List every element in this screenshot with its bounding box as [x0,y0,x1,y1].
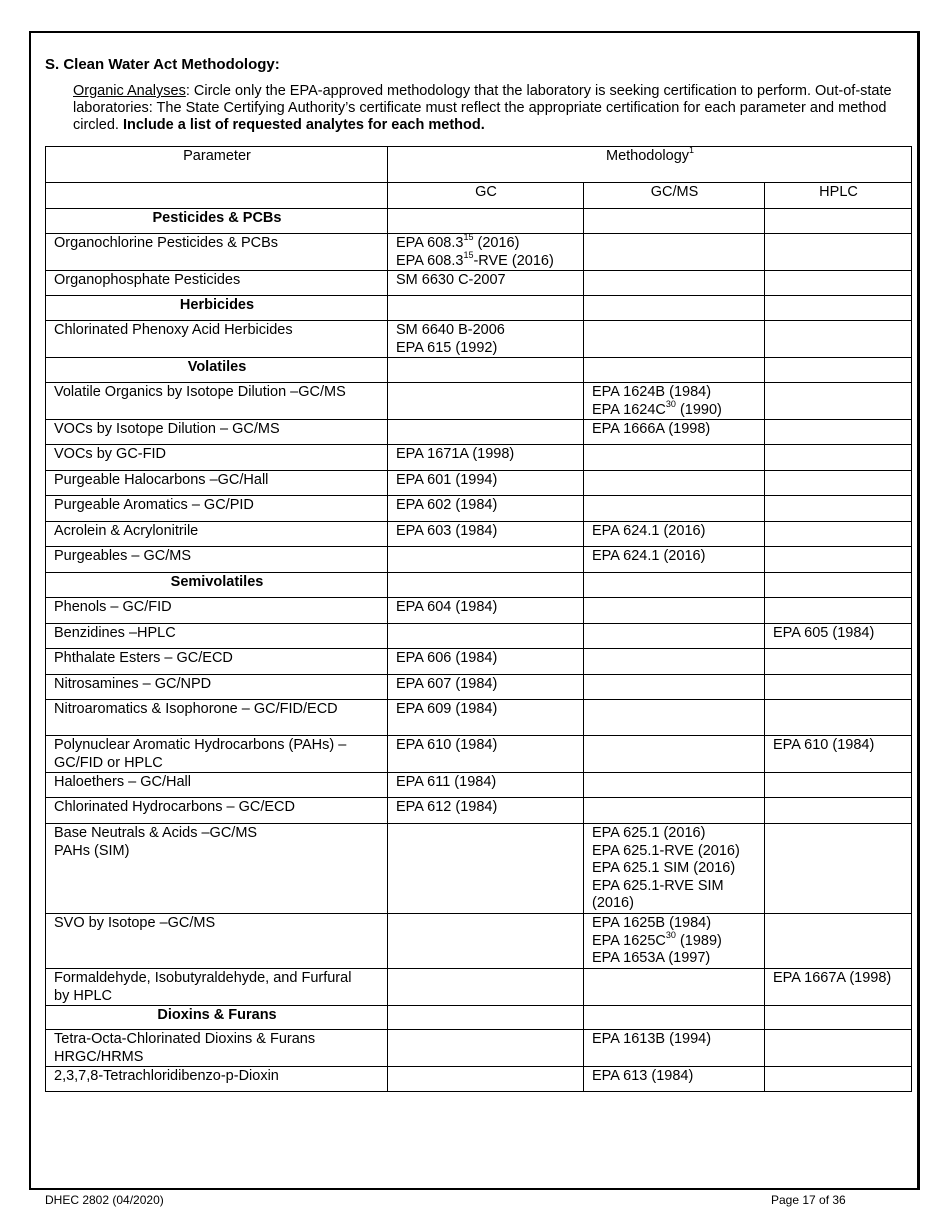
header-row-columns [46,183,912,209]
table-row [46,914,912,969]
table-row [46,824,912,914]
param-cell: Phthalate Esters – GC/ECD [46,649,388,675]
header-gc: GC [388,183,584,209]
param-cell: SVO by Isotope –GC/MS [46,914,388,969]
param-cell: Purgeable Halocarbons –GC/Hall [46,471,388,496]
table-row [46,773,912,798]
gc-cell: EPA 607 (1984) [388,675,584,700]
table-row [46,649,912,675]
header-hplc: HPLC [765,183,912,209]
gc-cell: SM 6630 C-2007 [388,271,584,296]
param-cell: Phenols – GC/FID [46,598,388,624]
category-row [46,209,912,234]
gcms-cell: EPA 624.1 (2016) [584,547,765,573]
category-row [46,296,912,321]
methodology-table [45,146,912,1092]
table-row [46,321,912,358]
table-row [46,969,912,1006]
header-parameter: Parameter [46,147,388,183]
table-row [46,736,912,773]
gcms-cell: EPA 1666A (1998) [584,420,765,445]
table-row [46,496,912,522]
intro-label: Organic Analyses [73,83,186,99]
param-cell: 2,3,7,8-Tetrachloridibenzo-p-Dioxin [46,1067,388,1092]
param-cell: Chlorinated Phenoxy Acid Herbicides [46,321,388,358]
category-herbicides: Herbicides [46,296,388,321]
table-row [46,624,912,649]
table-row [46,598,912,624]
gc-cell: EPA 606 (1984) [388,649,584,675]
header-methodology: Methodology$^1$ [388,147,912,183]
footer-page-number: Page 17 of 36 [771,1193,846,1207]
table-row [46,420,912,445]
gcms-cell: EPA 1624B (1984) EPA $1624C^{30}$ (1990) [584,383,765,420]
param-cell: Haloethers – GC/Hall [46,773,388,798]
param-cell: Volatile Organics by Isotope Dilution –GC/MS [46,383,388,420]
param-cell: Formaldehyde, Isobutyraldehyde, and Furfural by HPLC [46,969,388,1006]
gc-cell: EPA 612 (1984) [388,798,584,824]
table-row [46,1067,912,1092]
gcms-cell: EPA 1613B (1994) [584,1030,765,1067]
table-row [46,700,912,736]
category-row [46,358,912,383]
category-dioxins: Dioxins & Furans [46,1006,388,1030]
gcms-cell: EPA 624.1 (2016) [584,522,765,547]
gc-cell: EPA 602 (1984) [388,496,584,522]
gc-cell: EPA 610 (1984) [388,736,584,773]
category-semivolatiles: Semivolatiles [46,573,388,598]
param-cell: VOCs by GC-FID [46,445,388,471]
param-cell: Nitroaromatics & Isophorone – GC/FID/ECD [46,700,388,736]
gc-cell: EPA 611 (1984) [388,773,584,798]
table-row [46,471,912,496]
table-row [46,383,912,420]
hplc-cell: EPA 1667A (1998) [765,969,912,1006]
category-volatiles: Volatiles [46,358,388,383]
table-row [46,234,912,271]
gcms-cell: EPA 1625B (1984) EPA $1625C^{30}$ (1989) EPA 1653A (1997) [584,914,765,969]
intro-paragraph [73,83,903,134]
category-row [46,1006,912,1030]
header-gcms: GC/MS [584,183,765,209]
table-row [46,271,912,296]
table-row [46,445,912,471]
intro-text: : Circle only the EPA-approved methodology that the laboratory is seeking certification to perform. Out-of-state laboratories: The State Certifying Authority’s certificate must reflect the appropriate certification for each parameter and method circled. [73,83,892,133]
param-cell: Polynuclear Aromatic Hydrocarbons (PAHs) – GC/FID or HPLC [46,736,388,773]
hplc-cell: EPA 605 (1984) [765,624,912,649]
footer-form-id: DHEC 2802 (04/2020) [45,1193,164,1207]
gc-cell: EPA 603 (1984) [388,522,584,547]
param-cell: Benzidines –HPLC [46,624,388,649]
param-cell: Chlorinated Hydrocarbons – GC/ECD [46,798,388,824]
gc-cell: EPA 1671A (1998) [388,445,584,471]
gc-cell: EPA 608.3$^{15}$ (2016) EPA 608.3$^{15}$-RVE (2016) [388,234,584,271]
header-blank [46,183,388,209]
gcms-cell: EPA 613 (1984) [584,1067,765,1092]
table-row [46,547,912,573]
table-row [46,1030,912,1067]
param-cell: VOCs by Isotope Dilution – GC/MS [46,420,388,445]
param-cell: Base Neutrals & Acids –GC/MS PAHs (SIM) [46,824,388,914]
header-row-top [46,147,912,183]
param-cell: Organophosphate Pesticides [46,271,388,296]
gc-cell: EPA 609 (1984) [388,700,584,736]
hplc-cell: EPA 610 (1984) [765,736,912,773]
gc-cell: EPA 601 (1994) [388,471,584,496]
gc-cell: SM 6640 B-2006 EPA 615 (1992) [388,321,584,358]
table-row [46,675,912,700]
param-cell: Tetra-Octa-Chlorinated Dioxins & Furans HRGC/HRMS [46,1030,388,1067]
gc-cell: EPA 604 (1984) [388,598,584,624]
param-cell: Organochlorine Pesticides & PCBs [46,234,388,271]
param-cell: Acrolein & Acrylonitrile [46,522,388,547]
category-pesticides: Pesticides & PCBs [46,209,388,234]
category-row [46,573,912,598]
param-cell: Purgeable Aromatics – GC/PID [46,496,388,522]
table-row [46,522,912,547]
intro-bold-text: Include a list of requested analytes for each method. [122,117,485,133]
param-cell: Nitrosamines – GC/NPD [46,675,388,700]
gcms-cell: EPA 625.1 (2016) EPA 625.1-RVE (2016) EPA 625.1 SIM (2016) EPA 625.1-RVE SIM (2016) [584,824,765,914]
table-row [46,798,912,824]
param-cell: Purgeables – GC/MS [46,547,388,573]
section-title: S. Clean Water Act Methodology: [45,56,280,73]
